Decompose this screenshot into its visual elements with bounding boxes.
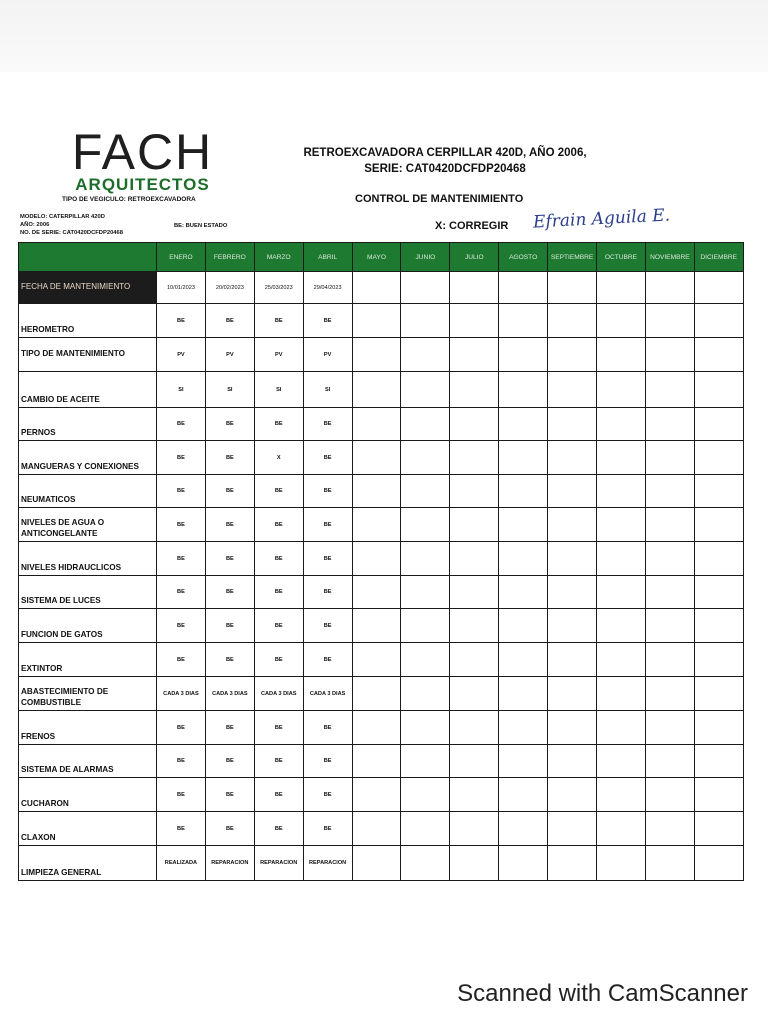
row-label: SISTEMA DE LUCES <box>19 576 157 609</box>
table-cell <box>401 711 450 745</box>
table-cell <box>597 643 646 677</box>
table-cell <box>597 508 646 542</box>
row-label: FRENOS <box>19 711 157 745</box>
table-cell <box>352 372 401 408</box>
table-cell <box>645 677 694 711</box>
table-cell <box>548 812 597 846</box>
table-cell <box>401 372 450 408</box>
table-cell <box>401 745 450 778</box>
table-cell <box>645 475 694 508</box>
table-cell <box>401 846 450 881</box>
month-header: DICIEMBRE <box>694 243 743 272</box>
serial-text: NO. DE SERIE: CAT0420DCFDP20468 <box>20 230 123 236</box>
table-cell <box>401 272 450 304</box>
table-row <box>19 846 744 881</box>
table-row <box>19 576 744 609</box>
table-cell: BE <box>157 441 206 475</box>
table-cell <box>401 304 450 338</box>
table-cell: BE <box>157 508 206 542</box>
table-cell <box>352 812 401 846</box>
year-text: AÑO: 2006 <box>20 222 50 228</box>
row-label: LIMPIEZA GENERAL <box>19 846 157 881</box>
table-cell: BE <box>254 812 303 846</box>
table-cell <box>499 542 548 576</box>
table-cell: BE <box>157 609 206 643</box>
table-cell: 29/04/2023 <box>303 272 352 304</box>
table-cell <box>352 745 401 778</box>
row-label: NEUMATICOS <box>19 475 157 508</box>
row-label: CAMBIO DE ACEITE <box>19 372 157 408</box>
table-cell <box>548 372 597 408</box>
logo-sub-text: ARQUITECTOS <box>75 175 210 194</box>
table-row <box>19 643 744 677</box>
table-cell <box>548 846 597 881</box>
table-cell <box>548 441 597 475</box>
month-header: JULIO <box>450 243 499 272</box>
table-cell <box>401 812 450 846</box>
table-cell: REPARACION <box>254 846 303 881</box>
row-label: NIVELES DE AGUA O ANTICONGELANTE <box>19 508 157 542</box>
table-cell: BE <box>157 408 206 441</box>
table-cell <box>401 338 450 372</box>
table-cell <box>352 778 401 812</box>
table-cell: BE <box>254 475 303 508</box>
table-row <box>19 745 744 778</box>
month-header: ABRIL <box>303 243 352 272</box>
table-cell: BE <box>303 609 352 643</box>
table-row <box>19 711 744 745</box>
table-cell <box>499 778 548 812</box>
table-cell <box>597 846 646 881</box>
table-cell <box>401 408 450 441</box>
table-cell: BE <box>157 745 206 778</box>
row-label: TIPO DE MANTENIMIENTO <box>19 338 157 372</box>
table-cell <box>352 576 401 609</box>
table-cell <box>499 441 548 475</box>
table-cell: BE <box>254 408 303 441</box>
table-cell <box>548 272 597 304</box>
table-cell <box>597 576 646 609</box>
table-row <box>19 508 744 542</box>
title-line-1: RETROEXCAVADORA CERPILLAR 420D, AÑO 2006, <box>303 147 587 159</box>
table-cell <box>499 812 548 846</box>
table-cell: BE <box>254 304 303 338</box>
table-cell <box>645 338 694 372</box>
table-cell: SI <box>254 372 303 408</box>
table-cell: BE <box>157 643 206 677</box>
month-header: FEBRERO <box>205 243 254 272</box>
table-cell <box>450 372 499 408</box>
table-cell <box>548 338 597 372</box>
table-cell <box>548 745 597 778</box>
table-cell: BE <box>254 711 303 745</box>
table-cell <box>499 677 548 711</box>
table-cell <box>499 643 548 677</box>
row-label: HEROMETRO <box>19 304 157 338</box>
table-cell <box>499 372 548 408</box>
table-cell: BE <box>157 475 206 508</box>
table-cell <box>548 542 597 576</box>
table-row <box>19 441 744 475</box>
table-cell: BE <box>205 812 254 846</box>
table-cell <box>450 304 499 338</box>
table-cell <box>597 441 646 475</box>
table-cell: BE <box>254 778 303 812</box>
table-cell <box>645 272 694 304</box>
table-cell: 25/03/2023 <box>254 272 303 304</box>
row-label: PERNOS <box>19 408 157 441</box>
row-label: EXTINTOR <box>19 643 157 677</box>
month-header-row <box>19 243 744 272</box>
month-header: ENERO <box>157 243 206 272</box>
table-cell: PV <box>157 338 206 372</box>
document-title <box>285 145 605 177</box>
table-cell <box>499 745 548 778</box>
table-cell <box>450 609 499 643</box>
table-cell: BE <box>205 304 254 338</box>
scan-top-margin <box>0 0 768 72</box>
table-cell: BE <box>205 643 254 677</box>
table-cell: 20/02/2023 <box>205 272 254 304</box>
table-cell <box>645 609 694 643</box>
table-cell: BE <box>157 304 206 338</box>
table-row <box>19 475 744 508</box>
table-cell <box>694 542 743 576</box>
vehicle-info <box>20 213 123 237</box>
table-cell: X <box>254 441 303 475</box>
table-row <box>19 408 744 441</box>
table-cell <box>548 643 597 677</box>
table-cell <box>645 643 694 677</box>
table-cell: BE <box>205 745 254 778</box>
table-cell <box>694 711 743 745</box>
table-cell: BE <box>303 643 352 677</box>
table-cell <box>694 846 743 881</box>
table-cell: SI <box>157 372 206 408</box>
table-row <box>19 677 744 711</box>
row-label: SISTEMA DE ALARMAS <box>19 745 157 778</box>
table-cell <box>352 272 401 304</box>
table-cell: BE <box>303 441 352 475</box>
table-cell: BE <box>254 508 303 542</box>
table-cell: BE <box>157 542 206 576</box>
maintenance-table <box>18 242 743 881</box>
table-cell: BE <box>205 475 254 508</box>
table-cell <box>597 372 646 408</box>
logo-main-text: FACH <box>71 124 214 180</box>
table-cell <box>499 338 548 372</box>
table-cell: BE <box>157 576 206 609</box>
table-cell <box>352 643 401 677</box>
table-cell <box>401 475 450 508</box>
table-cell: REPARACION <box>205 846 254 881</box>
table-cell <box>548 778 597 812</box>
table-cell: BE <box>205 408 254 441</box>
table-cell: CADA 3 DIAS <box>205 677 254 711</box>
table-cell <box>352 609 401 643</box>
table-cell <box>694 441 743 475</box>
table-cell <box>499 846 548 881</box>
table-cell <box>548 304 597 338</box>
table-cell <box>352 475 401 508</box>
table-cell <box>645 778 694 812</box>
table-cell <box>694 576 743 609</box>
vehicle-type: TIPO DE VEGICULO: RETROEXCAVADORA <box>62 196 196 203</box>
table-cell <box>597 745 646 778</box>
control-heading: CONTROL DE MANTENIMIENTO <box>355 193 524 205</box>
table-cell: CADA 3 DIAS <box>254 677 303 711</box>
row-label: CLAXON <box>19 812 157 846</box>
table-cell <box>645 846 694 881</box>
table-cell: BE <box>205 711 254 745</box>
table-cell: BE <box>254 542 303 576</box>
table-cell <box>548 677 597 711</box>
table-cell <box>450 778 499 812</box>
table-cell <box>401 508 450 542</box>
table-cell: BE <box>303 508 352 542</box>
table-cell <box>450 475 499 508</box>
table-cell <box>499 609 548 643</box>
table-row <box>19 272 744 304</box>
table-cell <box>597 475 646 508</box>
row-label: FECHA DE MANTENIMIENTO <box>19 272 157 304</box>
table-cell <box>352 846 401 881</box>
table-cell: BE <box>205 576 254 609</box>
table-row <box>19 542 744 576</box>
table-cell <box>450 542 499 576</box>
table-cell <box>597 778 646 812</box>
table-cell <box>499 304 548 338</box>
table-cell <box>352 677 401 711</box>
table-cell <box>645 711 694 745</box>
table-cell <box>450 576 499 609</box>
table-cell <box>401 677 450 711</box>
table-cell <box>694 475 743 508</box>
table-cell: PV <box>303 338 352 372</box>
table-cell: BE <box>254 745 303 778</box>
table-cell: BE <box>303 408 352 441</box>
row-label: CUCHARON <box>19 778 157 812</box>
table-cell <box>450 441 499 475</box>
x-legend: X: CORREGIR <box>435 220 509 232</box>
table-row <box>19 609 744 643</box>
table-cell <box>645 745 694 778</box>
table-cell <box>694 609 743 643</box>
table-cell <box>694 304 743 338</box>
table-cell <box>694 745 743 778</box>
table-cell <box>597 272 646 304</box>
table-cell <box>499 508 548 542</box>
table-cell: BE <box>303 304 352 338</box>
table-cell <box>548 408 597 441</box>
table-cell <box>450 338 499 372</box>
table-cell: BE <box>303 812 352 846</box>
table-cell <box>499 576 548 609</box>
table-cell <box>401 542 450 576</box>
table-cell <box>597 677 646 711</box>
table-cell <box>450 677 499 711</box>
table-cell: CADA 3 DIAS <box>303 677 352 711</box>
table-cell: BE <box>205 441 254 475</box>
table-cell: BE <box>254 609 303 643</box>
table-cell: BE <box>157 812 206 846</box>
table-cell: BE <box>205 609 254 643</box>
table-cell <box>450 711 499 745</box>
table-cell <box>450 846 499 881</box>
handwritten-signature: Efrain Aguila E. <box>532 205 671 233</box>
table-cell <box>450 408 499 441</box>
table-cell <box>694 643 743 677</box>
table-cell: CADA 3 DIAS <box>157 677 206 711</box>
row-label: MANGUERAS Y CONEXIONES <box>19 441 157 475</box>
table-cell <box>499 272 548 304</box>
month-header: SEPTIEMBRE <box>548 243 597 272</box>
table-cell <box>352 441 401 475</box>
table-cell <box>352 408 401 441</box>
table-cell <box>694 812 743 846</box>
table-cell <box>450 812 499 846</box>
table-row <box>19 372 744 408</box>
be-legend: BE: BUEN ESTADO <box>174 223 228 229</box>
month-header: OCTUBRE <box>597 243 646 272</box>
table-cell <box>548 508 597 542</box>
table-cell <box>645 576 694 609</box>
table-cell <box>401 441 450 475</box>
model-text: MODELO: CATERPILLAR 420D <box>20 214 105 220</box>
table-cell <box>645 508 694 542</box>
table-cell <box>450 745 499 778</box>
table-cell <box>548 609 597 643</box>
table-cell: BE <box>205 508 254 542</box>
company-logo <box>50 124 235 194</box>
table-cell: BE <box>303 711 352 745</box>
table-cell: PV <box>254 338 303 372</box>
table-cell <box>548 576 597 609</box>
header-corner <box>19 243 157 272</box>
table-cell <box>450 508 499 542</box>
table-cell <box>597 338 646 372</box>
table-cell: SI <box>303 372 352 408</box>
table-cell <box>401 576 450 609</box>
table-cell <box>597 408 646 441</box>
table-cell: REALIZADA <box>157 846 206 881</box>
table-cell: BE <box>303 475 352 508</box>
table-cell <box>352 711 401 745</box>
month-header: NOVIEMBRE <box>645 243 694 272</box>
table-cell <box>352 304 401 338</box>
table-row <box>19 304 744 338</box>
table-cell <box>694 508 743 542</box>
table-cell <box>645 304 694 338</box>
table-row <box>19 812 744 846</box>
month-header: AGOSTO <box>499 243 548 272</box>
table-cell <box>401 778 450 812</box>
table-cell <box>352 542 401 576</box>
month-header: MAYO <box>352 243 401 272</box>
month-header: MARZO <box>254 243 303 272</box>
table-cell <box>401 643 450 677</box>
month-header: JUNIO <box>401 243 450 272</box>
table-cell: SI <box>205 372 254 408</box>
table-cell <box>499 475 548 508</box>
table-cell <box>548 711 597 745</box>
table-cell <box>352 508 401 542</box>
table-cell <box>694 778 743 812</box>
title-line-2: SERIE: CAT0420DCFDP20468 <box>364 163 526 175</box>
table-cell <box>597 812 646 846</box>
table-cell: BE <box>303 576 352 609</box>
table-cell: BE <box>205 542 254 576</box>
table-cell <box>548 475 597 508</box>
table-cell <box>694 372 743 408</box>
row-label: FUNCION DE GATOS <box>19 609 157 643</box>
scanner-watermark: Scanned with CamScanner <box>457 980 748 1007</box>
table-cell: PV <box>205 338 254 372</box>
table-cell: BE <box>157 778 206 812</box>
table-cell <box>597 304 646 338</box>
table-cell <box>694 338 743 372</box>
table-body <box>19 272 744 881</box>
table-cell: REPARACION <box>303 846 352 881</box>
table-cell <box>450 643 499 677</box>
table-cell <box>645 408 694 441</box>
table-cell <box>450 272 499 304</box>
table-cell <box>694 272 743 304</box>
table-cell: BE <box>303 778 352 812</box>
row-label: NIVELES HIDRAUCLICOS <box>19 542 157 576</box>
table-cell <box>597 711 646 745</box>
table-cell <box>352 338 401 372</box>
table-cell <box>694 408 743 441</box>
table-cell <box>645 372 694 408</box>
table-cell: BE <box>157 711 206 745</box>
table-cell: BE <box>254 643 303 677</box>
table-cell <box>499 408 548 441</box>
table-cell <box>499 711 548 745</box>
row-label: ABASTECIMIENTO DE COMBUSTIBLE <box>19 677 157 711</box>
table-cell: BE <box>205 778 254 812</box>
table-cell: BE <box>303 542 352 576</box>
table-cell: BE <box>254 576 303 609</box>
table-row <box>19 778 744 812</box>
table-cell <box>597 542 646 576</box>
table-cell <box>645 441 694 475</box>
table-cell: 10/01/2023 <box>157 272 206 304</box>
table-cell <box>597 609 646 643</box>
table-cell <box>694 677 743 711</box>
table-cell: BE <box>303 745 352 778</box>
table-cell <box>401 609 450 643</box>
table-cell <box>645 812 694 846</box>
table-row <box>19 338 744 372</box>
table-cell <box>645 542 694 576</box>
